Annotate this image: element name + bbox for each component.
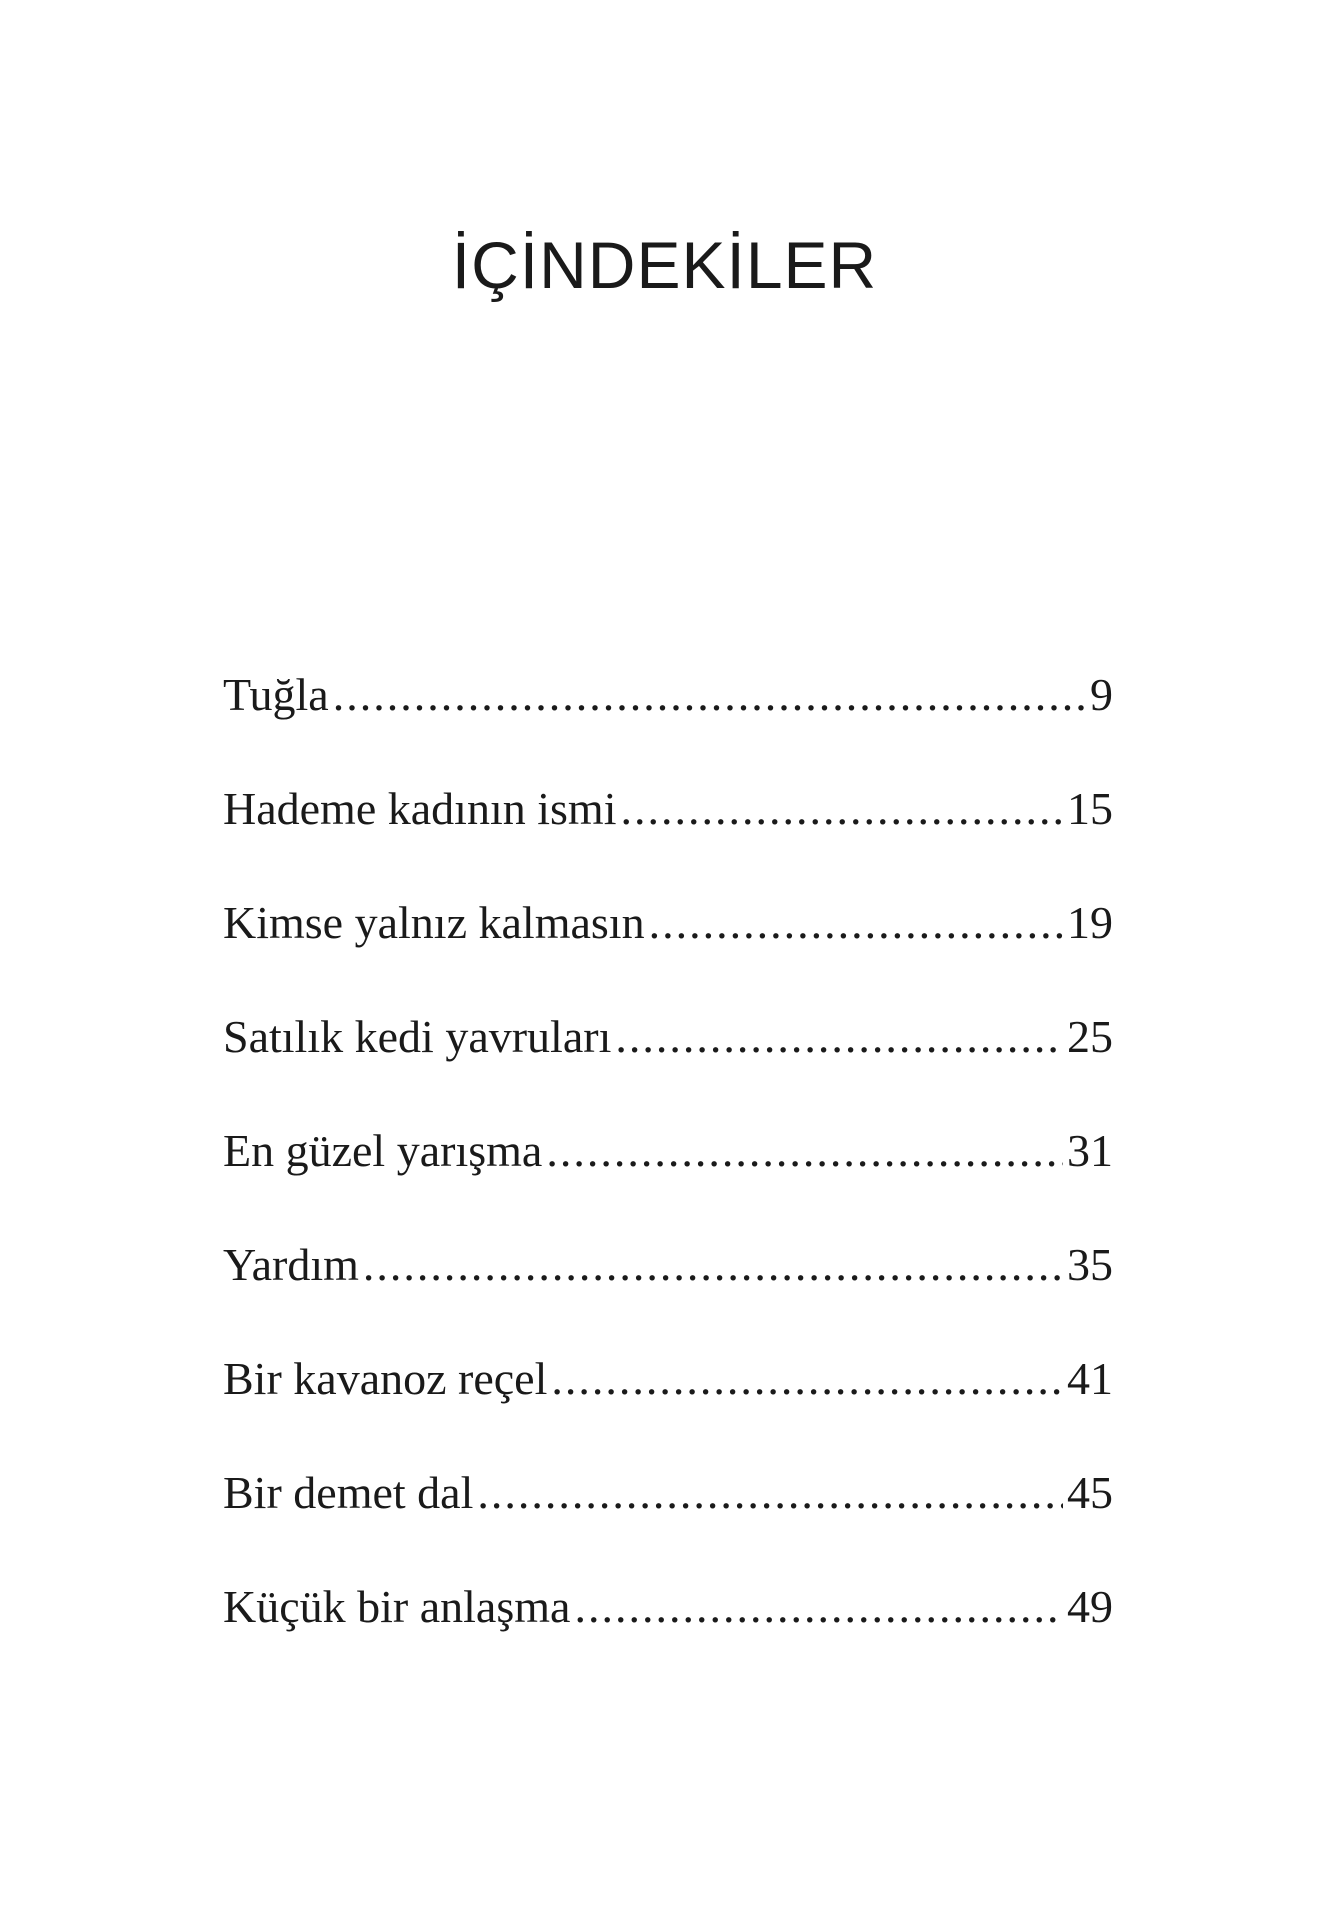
toc-entry-title: Yardım <box>223 1239 359 1290</box>
toc-entry <box>223 783 1113 900</box>
dot-leader <box>574 1584 1063 1630</box>
toc-entry-title: Küçük bir anlaşma <box>223 1581 571 1632</box>
dot-leader <box>649 900 1063 946</box>
page-title: İÇİNDEKİLER <box>451 228 878 302</box>
toc-page-number: 25 <box>1067 1011 1113 1062</box>
toc-entry <box>223 1467 1113 1584</box>
toc-entry <box>223 669 1113 786</box>
toc-entry <box>223 1581 1113 1698</box>
toc-entry-title: Bir demet dal <box>223 1467 474 1518</box>
dot-leader <box>477 1470 1063 1516</box>
toc-entry <box>223 897 1113 1014</box>
toc-entry-title: Hademe kadının ismi <box>223 783 617 834</box>
toc-entry-title: Kimse yalnız kalmasın <box>223 897 645 948</box>
toc-page-number: 31 <box>1067 1125 1113 1176</box>
dot-leader <box>363 1242 1063 1288</box>
table-of-contents <box>223 669 1113 1698</box>
toc-page-number: 35 <box>1067 1239 1113 1290</box>
toc-entry <box>223 1239 1113 1356</box>
toc-page-number: 41 <box>1067 1353 1113 1404</box>
dot-leader <box>333 672 1086 718</box>
toc-entry-title: En güzel yarışma <box>223 1125 543 1176</box>
toc-entry-title: Tuğla <box>223 669 329 720</box>
toc-entry <box>223 1011 1113 1128</box>
dot-leader <box>615 1014 1063 1060</box>
toc-entry-title: Satılık kedi yavruları <box>223 1011 612 1062</box>
toc-page-number: 9 <box>1090 669 1113 720</box>
toc-entry <box>223 1125 1113 1242</box>
toc-entry-title: Bir kavanoz reçel <box>223 1353 548 1404</box>
toc-page-number: 45 <box>1067 1467 1113 1518</box>
dot-leader <box>620 786 1063 832</box>
toc-entry <box>223 1353 1113 1470</box>
dot-leader <box>546 1128 1063 1174</box>
dot-leader <box>551 1356 1063 1402</box>
toc-page-number: 49 <box>1067 1581 1113 1632</box>
toc-page-number: 15 <box>1067 783 1113 834</box>
toc-page-number: 19 <box>1067 897 1113 948</box>
